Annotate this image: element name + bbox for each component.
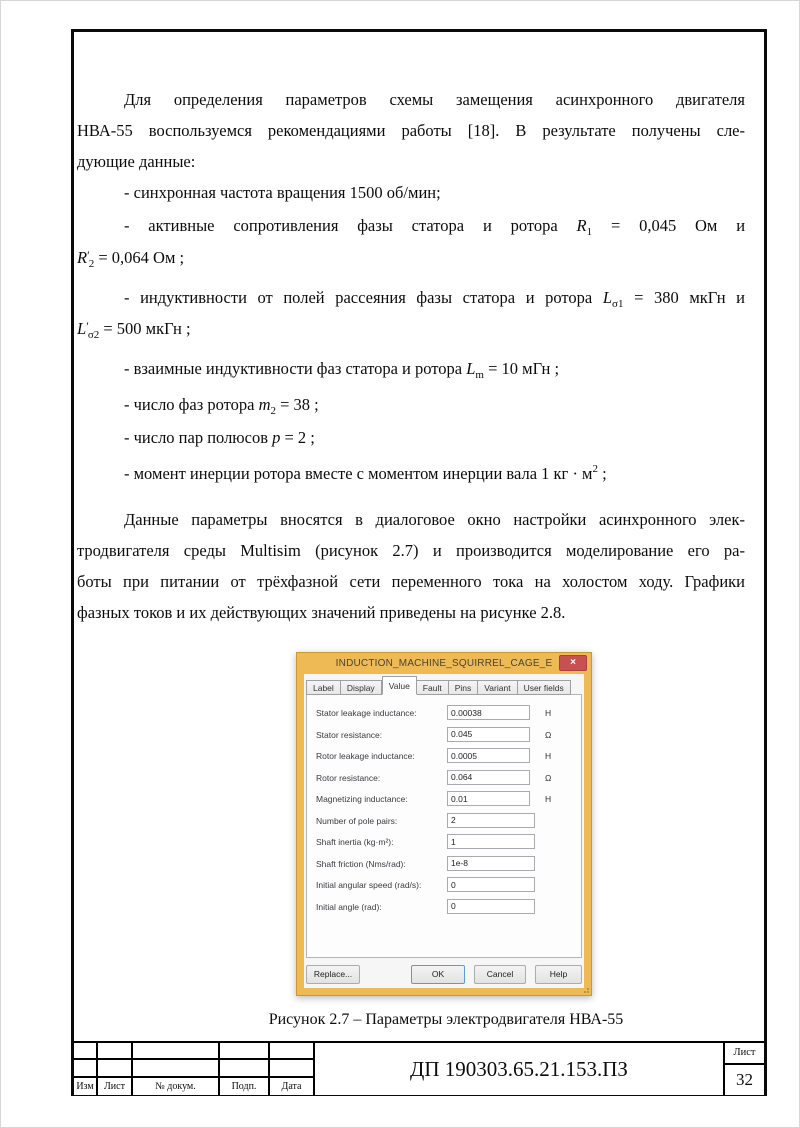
text-run: - число фаз ротора: [124, 395, 255, 414]
formula-rhs: = 0,064 Ом ;: [98, 248, 185, 267]
bullet-resistances-line1: [77, 210, 745, 241]
bullet-pole-pairs: [77, 422, 745, 453]
bullet-sync-speed: [77, 177, 745, 208]
title-block-col-data: [270, 1043, 315, 1095]
dialog-tabs: [306, 676, 571, 695]
tab-label[interactable]: Label: [306, 680, 341, 695]
bullet-resistances-line2: [77, 242, 745, 273]
paragraph1-line1: [77, 84, 745, 115]
formula-var: m: [258, 395, 271, 414]
paragraph2-line2: [77, 535, 745, 566]
initial-angular-speed-input[interactable]: [447, 877, 535, 892]
tab-display[interactable]: Display: [341, 680, 382, 695]
title-block-label: Изм: [76, 1081, 94, 1092]
field-label: Stator leakage inductance:: [316, 708, 417, 718]
bullet-rotor-phases: [77, 389, 745, 420]
title-block-col-podp: [220, 1043, 270, 1095]
formula-rhs: = 2 ;: [284, 428, 315, 447]
title-block-cell: [220, 1060, 268, 1078]
field-label: Shaft inertia (kg·m²):: [316, 837, 394, 847]
tab-user-fields[interactable]: User fields: [518, 680, 571, 695]
field-row: [307, 898, 581, 920]
formula-prime: ′: [86, 319, 89, 333]
field-label: Shaft friction (Nms/rad):: [316, 858, 406, 869]
document-code: ДП 190303.65.21.153.ПЗ: [315, 1043, 725, 1095]
text-run: ;: [602, 464, 607, 483]
rotor-leakage-inductance-input[interactable]: [447, 748, 530, 763]
text-run: - момент инерции ротора вместе с моментом инерции вала 1 кг · м: [124, 464, 593, 483]
text-run: боты при питании от трёхфазной сети переменного тока на холостом ходу. Графики: [77, 572, 745, 591]
dialog-titlebar[interactable]: [297, 653, 591, 674]
title-block-label: Дата: [281, 1081, 302, 1092]
formula-sub: 2: [270, 405, 276, 417]
initial-angle-input[interactable]: [447, 899, 535, 914]
close-icon[interactable]: ×: [559, 655, 587, 671]
formula-sub: 1: [586, 226, 593, 238]
text-run: - число пар полюсов: [124, 428, 268, 447]
dialog-button-cluster: [411, 965, 582, 984]
field-row: [307, 812, 581, 834]
formula-sub: σ2: [87, 329, 100, 341]
cancel-button[interactable]: Cancel: [474, 965, 526, 984]
formula-sub: 2: [88, 258, 95, 270]
title-block-cell: [98, 1060, 131, 1078]
title-block-label: Лист: [104, 1081, 125, 1092]
title-block-col-docnum: [133, 1043, 220, 1095]
text-run: - индуктивности от полей рассеяния фазы статора и ротора: [124, 288, 593, 307]
field-unit: Ω: [545, 729, 552, 740]
field-label: Initial angle (rad):: [316, 901, 382, 912]
paragraph1-line3: [77, 146, 745, 177]
formula-var: p: [272, 428, 281, 447]
shaft-friction-input[interactable]: [447, 856, 535, 871]
dialog-client-area: [304, 674, 584, 988]
formula-rhs: = 380 мкГн и: [634, 288, 745, 307]
title-block-col-list: [98, 1043, 133, 1095]
field-unit: H: [545, 708, 552, 718]
title-block-cell: [220, 1043, 268, 1060]
text-run: - синхронная частота вращения 1500 об/мин;: [124, 183, 441, 202]
stator-resistance-input[interactable]: [447, 727, 530, 742]
field-row: [307, 769, 581, 791]
field-label: Rotor leakage inductance:: [316, 751, 415, 761]
field-label: Stator resistance:: [316, 729, 383, 740]
pole-pairs-input[interactable]: [447, 813, 535, 828]
field-label: Rotor resistance:: [316, 772, 381, 783]
formula-var: L: [77, 319, 87, 338]
title-block-cell: [270, 1060, 313, 1078]
formula-rhs: = 500 мкГн ;: [103, 319, 191, 338]
formula-var: L: [602, 288, 613, 307]
formula-sub: m: [475, 369, 484, 381]
field-row: [307, 876, 581, 898]
bullet-mutual-inductance: [77, 353, 745, 384]
dialog-title: INDUCTION_MACHINE_SQUIRREL_CAGE_E: [335, 658, 553, 669]
sheet-number: 32: [736, 1070, 753, 1089]
rotor-resistance-input[interactable]: [447, 770, 530, 785]
paragraph1-line2: [77, 115, 745, 146]
text-run: - взаимные индуктивности фаз статора и ротора: [124, 359, 463, 378]
field-unit: H: [545, 751, 552, 761]
resize-grip-icon[interactable]: [581, 985, 589, 993]
field-row: [307, 833, 581, 855]
formula-rhs: = 38 ;: [280, 395, 319, 414]
formula-rhs: = 0,045 Ом и: [610, 216, 746, 235]
formula-sub: σ1: [612, 298, 624, 310]
stator-leakage-inductance-input[interactable]: [447, 705, 530, 720]
magnetizing-inductance-input[interactable]: [447, 791, 530, 806]
paragraph2-line4: [77, 597, 745, 628]
sheet-label: Лист: [725, 1043, 764, 1065]
figure-caption: Рисунок 2.7 – Параметры электродвигателя НВА-55: [268, 1011, 624, 1028]
bullet-leakage-line1: [77, 282, 745, 313]
ok-button[interactable]: OK: [411, 965, 465, 984]
bullet-leakage-line2: [77, 313, 745, 344]
paragraph2-line3: [77, 566, 745, 597]
formula-var: L: [466, 359, 476, 378]
text-run: НВА-55 воспользуемся рекомендациями работы [18]. В результате получены сле-: [77, 121, 745, 140]
tab-fault[interactable]: Fault: [417, 680, 449, 695]
text-run: фазных токов и их действующих значений приведены на рисунке 2.8.: [77, 603, 566, 622]
field-label: Number of pole pairs:: [316, 815, 398, 826]
title-block-cell: [74, 1043, 96, 1060]
title-block-cell: [133, 1043, 218, 1060]
field-unit: H: [545, 794, 552, 804]
field-row: [307, 747, 581, 769]
field-unit: Ω: [545, 772, 552, 783]
replace-button[interactable]: Replace...: [306, 965, 360, 984]
title-block: [74, 1041, 764, 1095]
field-label: Magnetizing inductance:: [316, 794, 408, 804]
tab-pins[interactable]: Pins: [449, 680, 479, 695]
sheet-cell: [725, 1043, 764, 1095]
title-block-cell: [133, 1060, 218, 1078]
formula-sup: 2: [592, 463, 599, 475]
title-block-cell: [74, 1060, 96, 1078]
title-block-cell: [270, 1043, 313, 1060]
field-row: [307, 855, 581, 877]
body-text: [77, 84, 745, 628]
field-rows: [307, 704, 581, 919]
paragraph2-line1: [77, 504, 745, 535]
bullet-inertia: [77, 458, 745, 489]
title-block-label: Подп.: [231, 1081, 257, 1092]
title-block-col-izm: [74, 1043, 98, 1095]
title-block-label: № докум.: [155, 1081, 196, 1092]
field-row: [307, 704, 581, 726]
text-run: Данные параметры вносятся в диалоговое окно настройки асинхронного элек-: [124, 510, 745, 529]
formula-prime: ′: [87, 248, 90, 262]
text-run: - активные сопротивления фазы статора и ротора: [124, 216, 558, 235]
induction-machine-dialog: [296, 652, 592, 996]
tab-value[interactable]: Value: [382, 676, 417, 695]
value-tab-panel: [306, 694, 582, 958]
field-label: Initial angular speed (rad/s):: [316, 880, 422, 890]
text-run: дующие данные:: [77, 152, 196, 171]
text-run: тродвигателя среды Multisim (рисунок 2.7) и производится моделирование его ра-: [77, 541, 745, 560]
help-button[interactable]: Help: [535, 965, 582, 984]
field-row: [307, 790, 581, 812]
formula-var: R: [77, 248, 88, 267]
title-block-cell: [98, 1043, 131, 1060]
shaft-inertia-input[interactable]: [447, 834, 535, 849]
formula-rhs: = 10 мГн ;: [488, 359, 560, 378]
field-row: [307, 726, 581, 748]
tab-variant[interactable]: Variant: [478, 680, 517, 695]
formula-var: R: [576, 216, 587, 235]
text-run: Для определения параметров схемы замещения асинхронного двигателя: [124, 90, 745, 109]
